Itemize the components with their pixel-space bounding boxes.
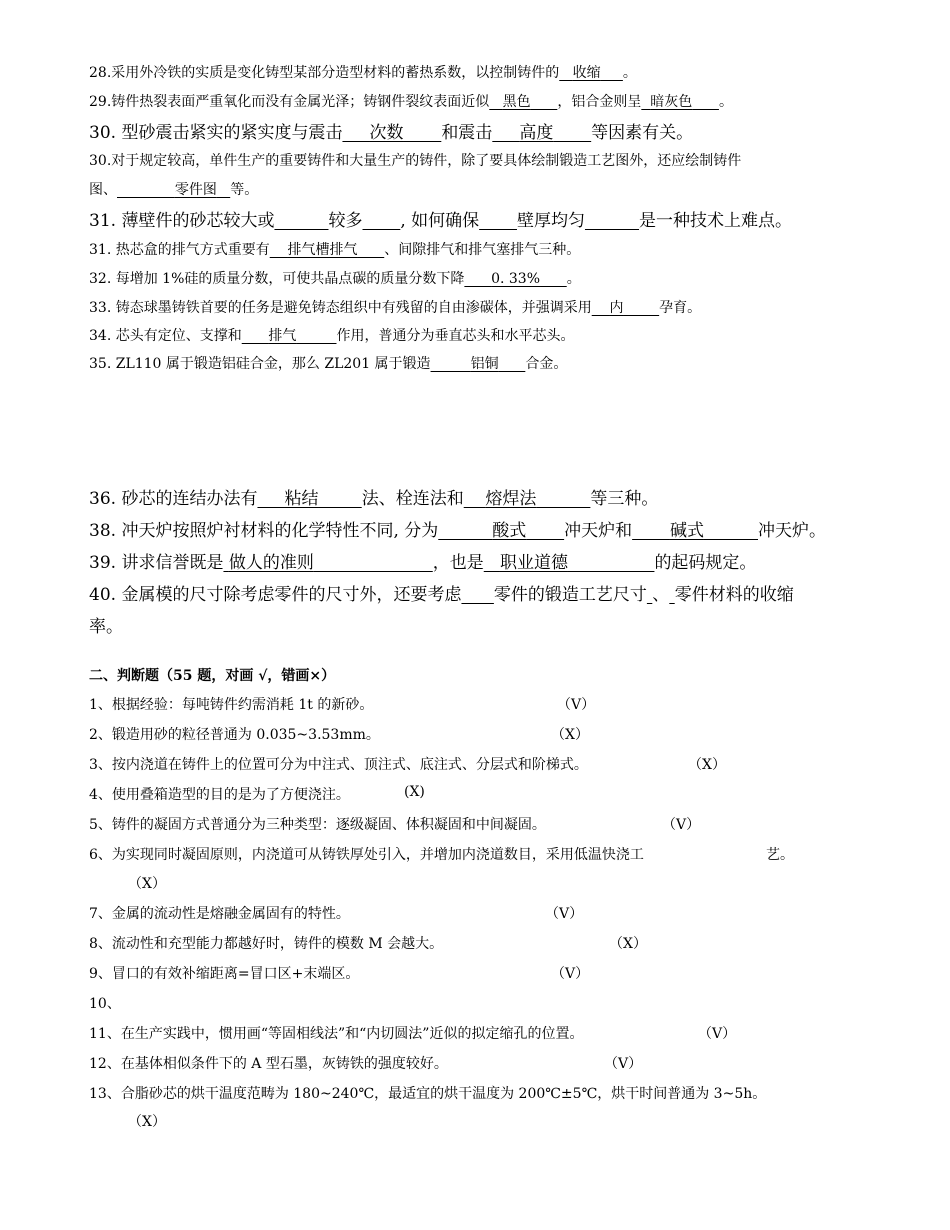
judge-item-10: 10、	[89, 996, 121, 1012]
judge-mark: （V）	[698, 1026, 737, 1042]
answer-blank	[479, 211, 517, 231]
judge-item-6: 6、为实现同时凝固原则，内浇道可从铸铁厚处引入，并增加内浇道数目，采用低温快浇工	[89, 847, 644, 863]
question-31b: 31. 热芯盒的排气方式重要有 排气槽排气 、间隙排气和排气塞排气三种。	[89, 242, 581, 258]
answer-blank	[585, 211, 639, 231]
judge-item-2: 2、锻造用砂的粒径普通为 0.035~3.53mm。	[89, 727, 380, 743]
question-34: 34. 芯头有定位、支撑和 排气 作用，普通分为垂直芯头和水平芯头。	[89, 328, 575, 344]
answer-blank: 收缩	[572, 65, 601, 81]
answer-blank: 排气槽排气	[287, 242, 358, 258]
judge-mark: （X）	[128, 1114, 166, 1130]
judge-mark: （X）	[609, 936, 647, 952]
question-28: 28.采用外冷铁的实质是变化铸型某部分造型材料的蓄热系数，以控制铸件的 收缩 。	[89, 65, 637, 81]
judge-item-11: 11、在生产实践中，惯用画“等固相线法”和“内切圆法”近似的拟定缩孔的位置。	[89, 1026, 584, 1042]
answer-blank: 0. 33%	[491, 271, 541, 287]
answer-blank: 职业道德	[499, 553, 568, 573]
judge-mark: （X）	[551, 727, 589, 743]
answer-blank	[363, 211, 401, 231]
judge-item-5: 5、铸件的凝固方式普通分为三种类型：逐级凝固、体积凝固和中间凝固。	[89, 817, 546, 833]
question-36: 36. 砂芯的连结办法有 粘结 法、栓连法和 熔焊法 等三种。	[89, 489, 659, 509]
answer-blank: 次数	[369, 123, 404, 143]
judge-item-8: 8、流动性和充型能力都越好时，铸件的模数 M 会越大。	[89, 936, 444, 952]
answer-blank: 内	[609, 300, 624, 316]
answer-blank: 碱式	[669, 521, 704, 541]
question-30b: 30.对于规定较高，单件生产的重要铸件和大量生产的铸件，除了要具体绘制锻造工艺图外，还应绘制铸件	[89, 153, 742, 169]
answer-blank: 黑色	[502, 94, 531, 110]
judge-item-9: 9、冒口的有效补缩距离=冒口区+末端区。	[89, 966, 360, 982]
judge-mark: （V）	[545, 906, 584, 922]
answer-blank: 酸式	[492, 521, 527, 541]
judge-mark: （V）	[551, 966, 590, 982]
answer-blank: 排气	[268, 328, 297, 344]
question-35: 35. ZL110 属于锻造铝硅合金，那么 ZL201 属于锻造 铝铜 合金。	[89, 356, 568, 372]
question-31a: 31. 薄壁件的砂芯较大或 较多 , 如何确保 壁厚均匀 是一种技术上难点。	[89, 211, 793, 231]
answer-blank: 高度	[519, 123, 554, 143]
question-30a: 30. 型砂震击紧实的紧实度与震击 次数 和震击 高度 等因素有关。	[89, 123, 694, 143]
judge-mark: （X）	[688, 757, 726, 773]
judge-mark: （V）	[557, 697, 596, 713]
question-38: 38. 冲天炉按照炉衬材料的化学特性不同, 分为 酸式 冲天炉和 碱式 冲天炉。	[89, 521, 826, 541]
judge-item-3: 3、按内浇道在铸件上的位置可分为中注式、顶注式、底注式、分层式和阶梯式。	[89, 757, 588, 773]
judge-item-13: 13、合脂砂芯的烘干温度范畴为 180~240℃，最适宜的烘干温度为 200℃±5℃，烘干时间普通为 3~5h。	[89, 1086, 767, 1102]
question-29: 29.铸件热裂表面严重氧化而没有金属光泽；铸钢件裂纹表面近似 黑色 ，铝合金则呈 暗灰色 。	[89, 94, 733, 110]
question-33: 33. 铸态球墨铸铁首要的任务是避免铸态组织中有残留的自由渗碳体，并强调采用 内 孕育。	[89, 300, 702, 316]
answer-blank	[461, 585, 493, 605]
answer-blank: 铝铜	[470, 356, 499, 372]
question-39: 39. 讲求信誉既是 做人的准则 ，也是 职业道德 的起码规定。	[89, 553, 757, 573]
judge-item-4: 4、使用叠箱造型的目的是为了方便浇注。	[89, 787, 350, 803]
answer-blank: 熔焊法	[485, 489, 537, 509]
section-title: 二、判断题（55 题，对画 √，错画×）	[89, 668, 336, 684]
question-32: 32. 每增加 1%硅的质量分数，可使共晶点碳的质量分数下降 0. 33% 。	[89, 271, 581, 287]
question-30b-cont: 图、 零件图 等。	[89, 182, 259, 198]
judge-mark: （V）	[662, 817, 701, 833]
judge-mark: （V）	[604, 1056, 643, 1072]
judge-item-6-cont: 艺。	[766, 847, 794, 863]
question-40-cont: 率。	[89, 617, 123, 637]
judge-item-12: 12、在基体相似条件下的 A 型石墨，灰铸铁的强度较好。	[89, 1056, 448, 1072]
judge-mark: （X）	[128, 876, 166, 892]
judge-item-7: 7、金属的流动性是熔融金属固有的特性。	[89, 906, 350, 922]
answer-blank: 粘结	[284, 489, 319, 509]
question-40: 40. 金属模的尺寸除考虑零件的尺寸外，还要考虑 零件的锻造工艺尺寸 、 零件材料的收缩	[89, 585, 794, 605]
answer-blank: 零件图	[174, 182, 217, 198]
judge-mark: (X)	[404, 784, 425, 800]
answer-blank: 做人的准则	[228, 553, 314, 573]
judge-item-1: 1、根据经验：每吨铸件约需消耗 1t 的新砂。	[89, 697, 374, 713]
answer-blank: 暗灰色	[650, 94, 693, 110]
answer-blank	[274, 211, 328, 231]
